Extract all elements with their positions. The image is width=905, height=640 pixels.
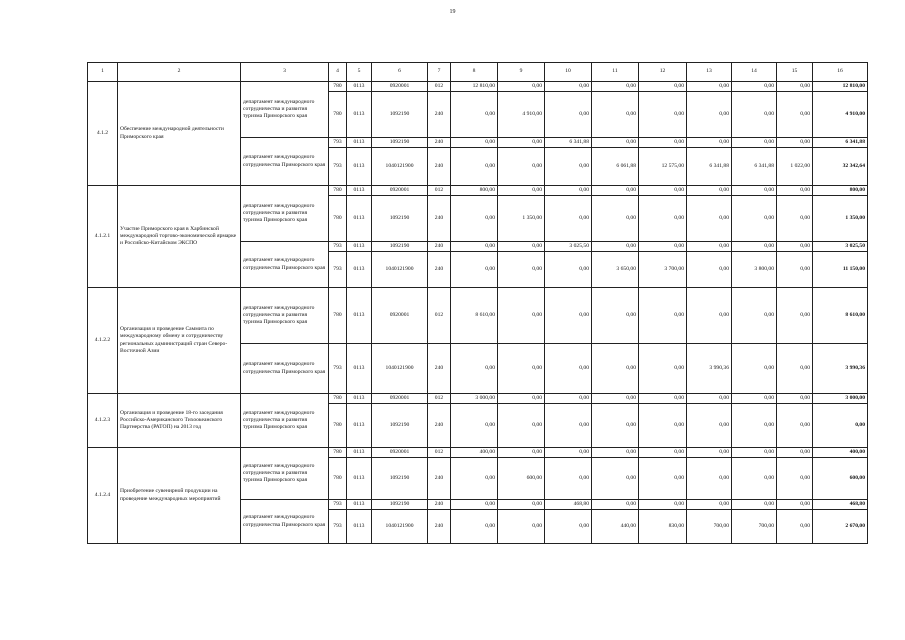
year-value: 0,00 — [592, 394, 639, 404]
department-name: департамент международного сотрудничества и развития туризма Приморского края — [241, 448, 329, 500]
column-header: 11 — [592, 63, 639, 82]
year-value: 0,00 — [451, 458, 498, 500]
year-value: 0,00 — [639, 344, 687, 394]
year-value: 0,00 — [545, 344, 592, 394]
year-value: 6 061,88 — [592, 148, 639, 186]
year-value: 0,00 — [592, 82, 639, 92]
year-value: 0,00 — [498, 252, 545, 288]
year-value: 800,00 — [451, 186, 498, 196]
year-value: 0,00 — [545, 196, 592, 242]
grbs-code: 793 — [329, 500, 347, 510]
grbs-code: 780 — [329, 288, 347, 344]
year-value: 468,80 — [545, 500, 592, 510]
year-value: 6 341,88 — [545, 138, 592, 148]
table-row — [88, 186, 868, 196]
expense-type-code: 240 — [428, 510, 451, 544]
year-value: 3 650,00 — [592, 252, 639, 288]
section-code: 0113 — [347, 458, 372, 500]
section-code: 0113 — [347, 288, 372, 344]
year-value: 0,00 — [639, 458, 687, 500]
year-value: 0,00 — [732, 344, 777, 394]
target-article-code: 1092190 — [372, 242, 428, 252]
year-value: 0,00 — [732, 500, 777, 510]
column-header: 16 — [813, 63, 868, 82]
department-name: департамент международного сотрудничества и развития туризма Приморского края — [241, 288, 329, 344]
expense-type-code: 240 — [428, 196, 451, 242]
year-value: 3 800,00 — [732, 252, 777, 288]
year-value: 0,00 — [732, 92, 777, 138]
year-value: 0,00 — [687, 92, 732, 138]
year-value: 0,00 — [545, 288, 592, 344]
grbs-code: 780 — [329, 196, 347, 242]
section-code: 0113 — [347, 404, 372, 448]
year-value: 0,00 — [498, 500, 545, 510]
expense-type-code: 240 — [428, 252, 451, 288]
year-value: 0,00 — [687, 500, 732, 510]
year-value: 0,00 — [687, 138, 732, 148]
year-value: 0,00 — [639, 196, 687, 242]
expense-type-code: 240 — [428, 458, 451, 500]
year-value: 0,00 — [732, 448, 777, 458]
year-value: 0,00 — [687, 288, 732, 344]
column-header: 4 — [329, 63, 347, 82]
grbs-code: 793 — [329, 242, 347, 252]
year-value: 0,00 — [777, 500, 813, 510]
year-value: 0,00 — [592, 138, 639, 148]
year-value: 0,00 — [777, 186, 813, 196]
total-value: 8 610,00 — [813, 288, 868, 344]
column-header: 10 — [545, 63, 592, 82]
budget-table — [87, 62, 868, 544]
header-row — [88, 63, 868, 82]
year-value: 0,00 — [777, 92, 813, 138]
column-header: 5 — [347, 63, 372, 82]
department-name: департамент международного сотрудничества Приморского края — [241, 500, 329, 544]
target-article-code: 1040121900 — [372, 148, 428, 186]
item-code: 4.1.2 — [88, 82, 118, 186]
year-value: 0,00 — [498, 344, 545, 394]
year-value: 0,00 — [545, 448, 592, 458]
grbs-code: 780 — [329, 92, 347, 138]
year-value: 0,00 — [777, 394, 813, 404]
column-header: 8 — [451, 63, 498, 82]
column-header: 13 — [687, 63, 732, 82]
grbs-code: 780 — [329, 186, 347, 196]
year-value: 0,00 — [592, 196, 639, 242]
year-value: 0,00 — [451, 500, 498, 510]
year-value: 0,00 — [687, 196, 732, 242]
total-value: 0,00 — [813, 404, 868, 448]
year-value: 700,00 — [732, 510, 777, 544]
year-value: 0,00 — [451, 242, 498, 252]
column-header: 14 — [732, 63, 777, 82]
year-value: 0,00 — [451, 92, 498, 138]
target-article-code: 1092190 — [372, 458, 428, 500]
section-code: 0113 — [347, 344, 372, 394]
item-name: Участие Приморского края в Харбинской международной торгово-экономической ярмарке и Российско-Китайском ЭКСПО — [118, 186, 241, 288]
item-name: Приобретение сувенирной продукции на проведение международных мероприятий — [118, 448, 241, 544]
department-name: департамент международного сотрудничества Приморского края — [241, 242, 329, 288]
target-article-code: 1092190 — [372, 92, 428, 138]
year-value: 0,00 — [687, 82, 732, 92]
year-value: 3 025,50 — [545, 242, 592, 252]
target-article-code: 1092190 — [372, 138, 428, 148]
year-value: 0,00 — [498, 186, 545, 196]
year-value: 0,00 — [545, 148, 592, 186]
year-value: 0,00 — [545, 92, 592, 138]
expense-type-code: 240 — [428, 242, 451, 252]
year-value: 0,00 — [545, 394, 592, 404]
total-value: 6 341,88 — [813, 138, 868, 148]
section-code: 0113 — [347, 242, 372, 252]
page-number: 19 — [449, 9, 456, 15]
year-value: 0,00 — [732, 458, 777, 500]
total-value: 11 150,00 — [813, 252, 868, 288]
total-value: 1 350,00 — [813, 196, 868, 242]
year-value: 0,00 — [732, 186, 777, 196]
year-value: 0,00 — [687, 448, 732, 458]
section-code: 0113 — [347, 196, 372, 242]
column-header: 7 — [428, 63, 451, 82]
column-header: 2 — [118, 63, 241, 82]
year-value: 3 700,00 — [639, 252, 687, 288]
grbs-code: 793 — [329, 148, 347, 186]
year-value: 0,00 — [592, 500, 639, 510]
section-code: 0113 — [347, 82, 372, 92]
grbs-code: 780 — [329, 394, 347, 404]
column-header: 6 — [372, 63, 428, 82]
column-header: 1 — [88, 63, 118, 82]
table-row — [88, 448, 868, 458]
target-article-code: 0920001 — [372, 448, 428, 458]
item-name: Обеспечение международной деятельности Приморского края — [118, 82, 241, 186]
section-code: 0113 — [347, 500, 372, 510]
total-value: 3 000,00 — [813, 394, 868, 404]
year-value: 0,00 — [498, 242, 545, 252]
year-value: 0,00 — [639, 242, 687, 252]
expense-type-code: 240 — [428, 344, 451, 394]
department-name: департамент международного сотрудничества и развития туризма Приморского края — [241, 394, 329, 448]
total-value: 468,80 — [813, 500, 868, 510]
section-code: 0113 — [347, 252, 372, 288]
year-value: 0,00 — [639, 92, 687, 138]
column-header: 3 — [241, 63, 329, 82]
year-value: 0,00 — [639, 500, 687, 510]
year-value: 0,00 — [687, 458, 732, 500]
section-code: 0113 — [347, 186, 372, 196]
target-article-code: 0920001 — [372, 186, 428, 196]
year-value: 0,00 — [592, 448, 639, 458]
target-article-code: 1092190 — [372, 404, 428, 448]
table-row — [88, 82, 868, 92]
department-name: департамент международного сотрудничества и развития туризма Приморского края — [241, 186, 329, 242]
year-value: 0,00 — [545, 404, 592, 448]
expense-type-code: 240 — [428, 138, 451, 148]
department-name: департамент международного сотрудничества Приморского края — [241, 138, 329, 186]
grbs-code: 793 — [329, 344, 347, 394]
year-value: 0,00 — [498, 82, 545, 92]
expense-type-code: 012 — [428, 82, 451, 92]
year-value: 3 990,36 — [687, 344, 732, 394]
item-code: 4.1.2.2 — [88, 288, 118, 394]
target-article-code: 1040121900 — [372, 252, 428, 288]
year-value: 4 910,00 — [498, 92, 545, 138]
year-value: 0,00 — [592, 186, 639, 196]
item-code: 4.1.2.3 — [88, 394, 118, 448]
year-value: 0,00 — [687, 394, 732, 404]
section-code: 0113 — [347, 394, 372, 404]
target-article-code: 0920001 — [372, 82, 428, 92]
year-value: 0,00 — [687, 186, 732, 196]
year-value: 0,00 — [777, 196, 813, 242]
total-value: 4 910,00 — [813, 92, 868, 138]
expense-type-code: 012 — [428, 448, 451, 458]
column-header: 9 — [498, 63, 545, 82]
total-value: 12 810,00 — [813, 82, 868, 92]
year-value: 0,00 — [545, 82, 592, 92]
column-header: 15 — [777, 63, 813, 82]
year-value: 0,00 — [639, 448, 687, 458]
year-value: 0,00 — [687, 252, 732, 288]
year-value: 600,00 — [498, 458, 545, 500]
year-value: 0,00 — [451, 404, 498, 448]
year-value: 8 610,00 — [451, 288, 498, 344]
year-value: 0,00 — [687, 404, 732, 448]
year-value: 0,00 — [777, 138, 813, 148]
column-header: 12 — [639, 63, 687, 82]
year-value: 0,00 — [639, 186, 687, 196]
year-value: 0,00 — [498, 148, 545, 186]
grbs-code: 793 — [329, 138, 347, 148]
year-value: 0,00 — [777, 448, 813, 458]
year-value: 0,00 — [639, 82, 687, 92]
year-value: 0,00 — [639, 288, 687, 344]
year-value: 0,00 — [498, 448, 545, 458]
year-value: 0,00 — [777, 510, 813, 544]
expense-type-code: 012 — [428, 394, 451, 404]
year-value: 0,00 — [545, 186, 592, 196]
year-value: 0,00 — [732, 138, 777, 148]
year-value: 0,00 — [732, 394, 777, 404]
year-value: 700,00 — [687, 510, 732, 544]
year-value: 0,00 — [498, 510, 545, 544]
year-value: 3 000,00 — [451, 394, 498, 404]
year-value: 0,00 — [592, 344, 639, 394]
table-body — [88, 82, 868, 544]
year-value: 0,00 — [639, 138, 687, 148]
expense-type-code: 240 — [428, 500, 451, 510]
year-value: 0,00 — [777, 458, 813, 500]
section-code: 0113 — [347, 448, 372, 458]
year-value: 0,00 — [777, 344, 813, 394]
year-value: 0,00 — [777, 404, 813, 448]
expense-type-code: 012 — [428, 288, 451, 344]
year-value: 0,00 — [639, 404, 687, 448]
year-value: 440,00 — [592, 510, 639, 544]
year-value: 0,00 — [777, 288, 813, 344]
year-value: 0,00 — [545, 252, 592, 288]
item-name: Организация и проведение Саммита по международному обмену и сотрудничеству региональных администраций стран Северо-Восточной Азии — [118, 288, 241, 394]
year-value: 0,00 — [732, 404, 777, 448]
year-value: 0,00 — [498, 138, 545, 148]
year-value: 0,00 — [498, 288, 545, 344]
year-value: 0,00 — [498, 404, 545, 448]
total-value: 3 990,36 — [813, 344, 868, 394]
year-value: 6 341,88 — [732, 148, 777, 186]
expense-type-code: 240 — [428, 92, 451, 138]
year-value: 12 575,00 — [639, 148, 687, 186]
year-value: 0,00 — [451, 344, 498, 394]
year-value: 12 810,00 — [451, 82, 498, 92]
year-value: 0,00 — [498, 394, 545, 404]
total-value: 32 342,64 — [813, 148, 868, 186]
total-value: 800,00 — [813, 186, 868, 196]
year-value: 0,00 — [732, 288, 777, 344]
section-code: 0113 — [347, 138, 372, 148]
section-code: 0113 — [347, 148, 372, 186]
grbs-code: 780 — [329, 448, 347, 458]
target-article-code: 0920001 — [372, 394, 428, 404]
item-code: 4.1.2.1 — [88, 186, 118, 288]
department-name: департамент международного сотрудничества и развития туризма Приморского края — [241, 82, 329, 138]
expense-type-code: 240 — [428, 404, 451, 448]
target-article-code: 1040121900 — [372, 344, 428, 394]
year-value: 0,00 — [777, 242, 813, 252]
grbs-code: 780 — [329, 404, 347, 448]
grbs-code: 793 — [329, 510, 347, 544]
year-value: 0,00 — [687, 242, 732, 252]
year-value: 0,00 — [592, 404, 639, 448]
item-name: Организация и проведение 18-го заседания Российско-Американского Тихоокеанского Партнерства (РАТОП) на 2013 год — [118, 394, 241, 448]
year-value: 0,00 — [451, 510, 498, 544]
year-value: 0,00 — [732, 82, 777, 92]
total-value: 3 025,50 — [813, 242, 868, 252]
total-value: 400,00 — [813, 448, 868, 458]
year-value: 0,00 — [592, 92, 639, 138]
year-value: 0,00 — [732, 196, 777, 242]
year-value: 400,00 — [451, 448, 498, 458]
year-value: 0,00 — [592, 288, 639, 344]
year-value: 0,00 — [732, 242, 777, 252]
grbs-code: 780 — [329, 458, 347, 500]
year-value: 0,00 — [545, 510, 592, 544]
year-value: 0,00 — [451, 148, 498, 186]
target-article-code: 1092190 — [372, 196, 428, 242]
target-article-code: 1092190 — [372, 500, 428, 510]
total-value: 600,00 — [813, 458, 868, 500]
year-value: 0,00 — [639, 394, 687, 404]
year-value: 1 350,00 — [498, 196, 545, 242]
year-value: 0,00 — [451, 196, 498, 242]
year-value: 0,00 — [592, 242, 639, 252]
year-value: 830,00 — [639, 510, 687, 544]
target-article-code: 1040121900 — [372, 510, 428, 544]
year-value: 0,00 — [451, 252, 498, 288]
year-value: 0,00 — [777, 82, 813, 92]
year-value: 0,00 — [592, 458, 639, 500]
table-row — [88, 394, 868, 404]
grbs-code: 793 — [329, 252, 347, 288]
year-value: 0,00 — [777, 252, 813, 288]
grbs-code: 780 — [329, 82, 347, 92]
total-value: 2 670,00 — [813, 510, 868, 544]
year-value: 0,00 — [545, 458, 592, 500]
expense-type-code: 012 — [428, 186, 451, 196]
year-value: 6 341,88 — [687, 148, 732, 186]
item-code: 4.1.2.4 — [88, 448, 118, 544]
target-article-code: 0920001 — [372, 288, 428, 344]
table-row — [88, 288, 868, 344]
section-code: 0113 — [347, 510, 372, 544]
year-value: 0,00 — [451, 138, 498, 148]
department-name: департамент международного сотрудничества Приморского края — [241, 344, 329, 394]
expense-type-code: 240 — [428, 148, 451, 186]
section-code: 0113 — [347, 92, 372, 138]
year-value: 1 022,00 — [777, 148, 813, 186]
